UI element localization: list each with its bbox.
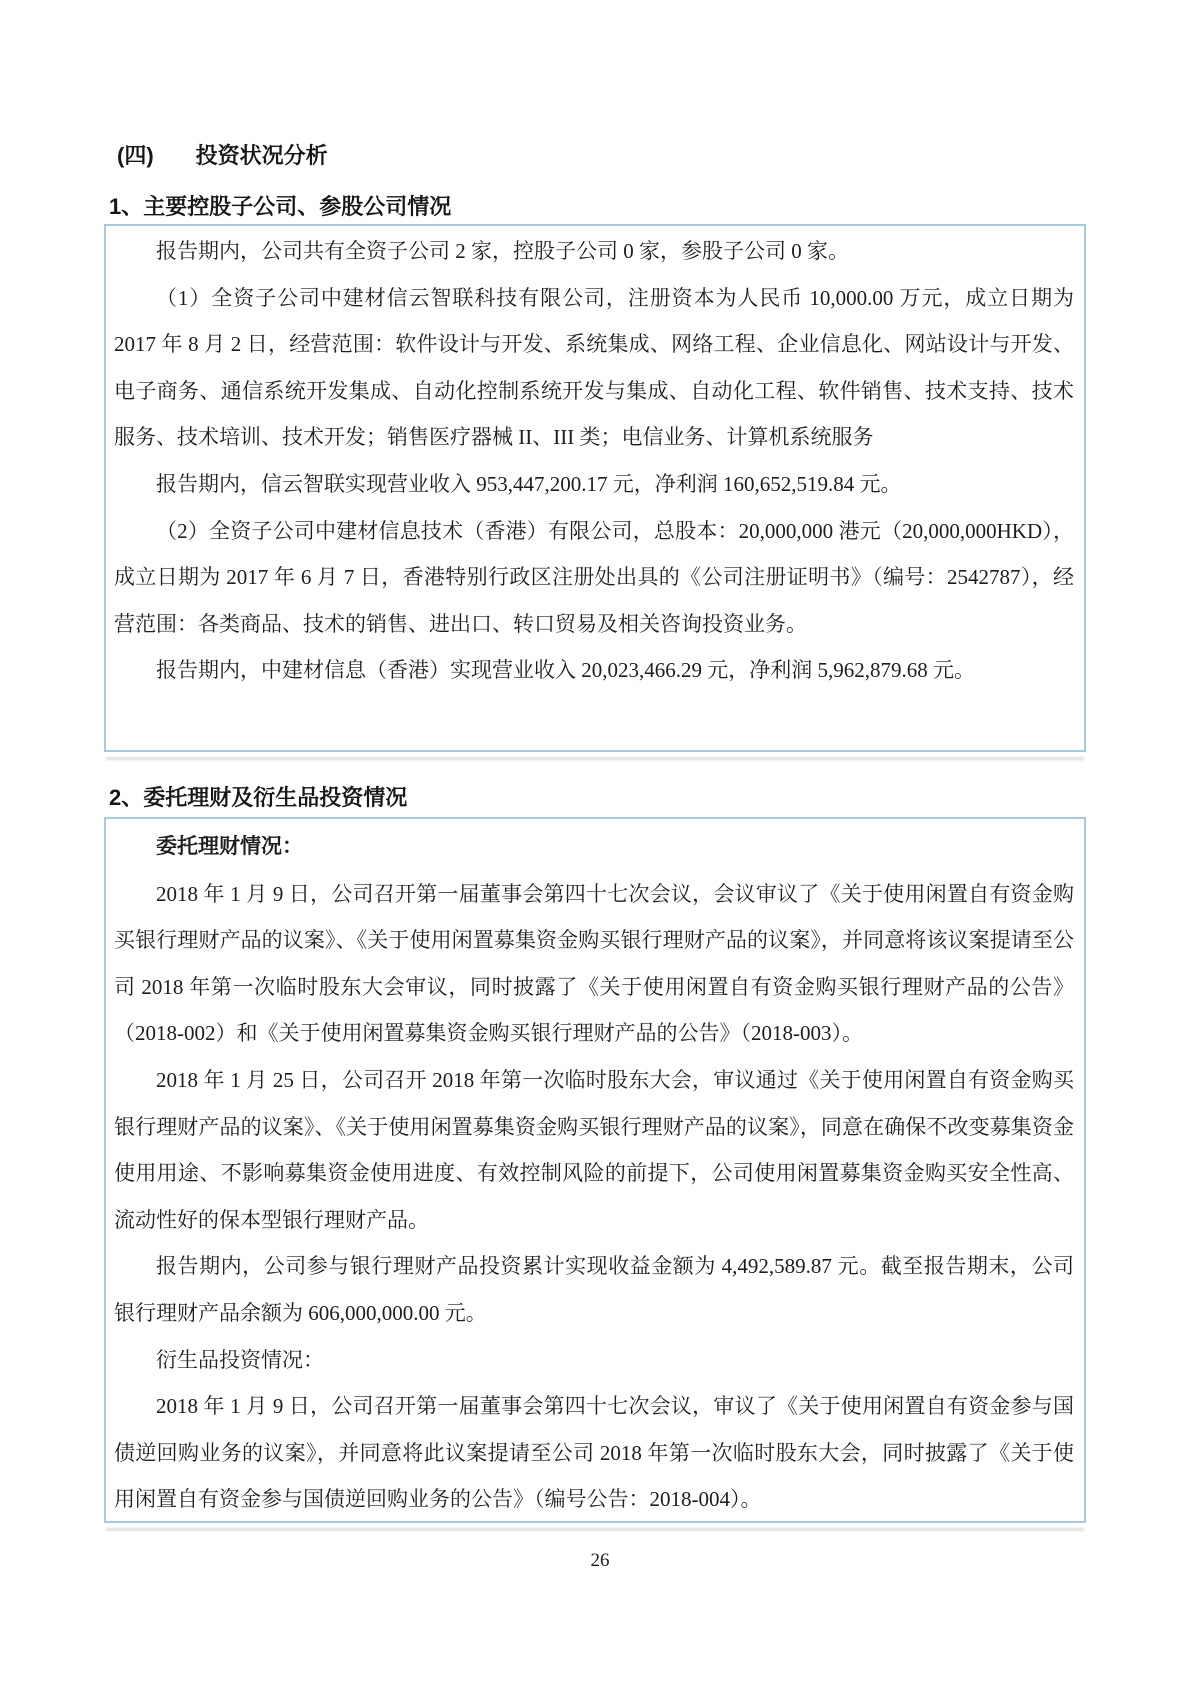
subsection-1-heading: 1、主要控股子公司、参股公司情况 (109, 194, 452, 219)
paragraph: 报告期内，信云智联实现营业收入 953,447,200.17 元，净利润 160,652,519.84 元。 (156, 471, 902, 496)
paragraph: 委托理财情况： (156, 835, 303, 858)
box-shadow-divider (106, 757, 1084, 760)
paragraph: （1）全资子公司中建材信云智联科技有限公司，注册资本为人民币 10,000.00 万元，成立日期为 2017 年 8 月 2 日，经营范围：软件设计与开发、系统集成、网络工程、企业信息化、网站设计与开发、电子商务、通信系统开发集成、自动化控制系统开发与集成、自动化工程、软件销售、技术支持、技术服务、技术培训、技术开发；销售医疗器械 II、III 类；电信业务、计算机系统服务 (114, 285, 1074, 450)
paragraph: 2018 年 1 月 25 日，公司召开 2018 年第一次临时股东大会，审议通过《关于使用闲置自有资金购买银行理财产品的议案》、《关于使用闲置募集资金购买银行理财产品的议案》，同意在确保不改变募集资金使用用途、不影响募集资金使用进度、有效控制风险的前提下，公司使用闲置募集资金购买安全性高、流动性好的保本型银行理财产品。 (114, 1067, 1074, 1232)
paragraph: 衍生品投资情况： (156, 1347, 324, 1372)
paragraph: 报告期内，公司共有全资子公司 2 家，控股子公司 0 家，参股子公司 0 家。 (156, 239, 849, 263)
section-heading (117, 139, 328, 170)
section-number: (四) (117, 143, 154, 168)
subsection-2-heading: 2、委托理财及衍生品投资情况 (109, 785, 408, 810)
paragraph: 2018 年 1 月 9 日，公司召开第一届董事会第四十七次会议，会议审议了《关于使用闲置自有资金购买银行理财产品的议案》、《关于使用闲置募集资金购买银行理财产品的议案》，并同意将该议案提请至公司 2018 年第一次临时股东大会审议，同时披露了《关于使用闲置自有资金购买银行理财产品的公告》（2018-002）和《关于使用闲置募集资金购买银行理财产品的公告》（2018-003）。 (114, 881, 1074, 1046)
page-number: 26 (590, 1550, 610, 1571)
paragraph: 报告期内，中建材信息（香港）实现营业收入 20,023,466.29 元，净利润 5,962,879.68 元。 (156, 658, 975, 683)
box-shadow-divider (106, 1528, 1084, 1531)
subsection-1-text-box (104, 224, 1086, 752)
subsection-2-text-box (104, 817, 1086, 1523)
paragraph: 2018 年 1 月 9 日，公司召开第一届董事会第四十七次会议，审议了《关于使用闲置自有资金参与国债逆回购业务的议案》，并同意将此议案提请至公司 2018 年第一次临时股东大会，同时披露了《关于使用闲置自有资金参与国债逆回购业务的公告》（编号公告：2018-004）。 (114, 1394, 1074, 1512)
section-title: 投资状况分析 (195, 143, 328, 168)
paragraph: （2）全资子公司中建材信息技术（香港）有限公司，总股本：20,000,000 港元（20,000,000HKD），成立日期为 2017 年 6 月 7 日，香港特别行政区注册处出具的《公司注册证明书》（编号：2542787），经营范围：各类商品、技术的销售、进出口、转口贸易及相关咨询投资业务。 (114, 518, 1074, 636)
paragraph: 报告期内，公司参与银行理财产品投资累计实现收益金额为 4,492,589.87 元。截至报告期末，公司银行理财产品余额为 606,000,000.00 元。 (114, 1254, 1074, 1325)
